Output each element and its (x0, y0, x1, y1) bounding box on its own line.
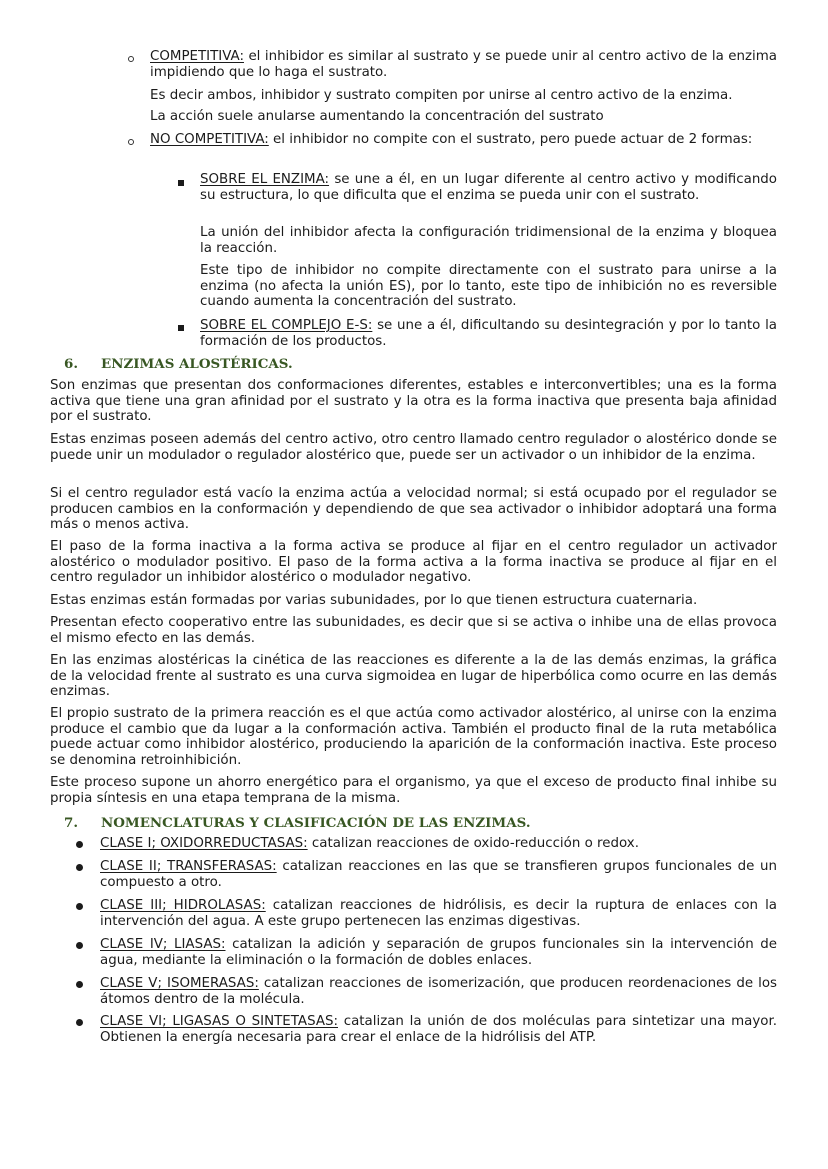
enzyme-class-text: catalizan reacciones en las que se transfieren grupos funcionales de un compuesto a otro. (100, 859, 777, 890)
enzyme-class-text: catalizan la unión de dos moléculas para sintetizar una mayor. Obtienen la energía necesaria para crear el enlace de la hidrólisis del ATP. (100, 1014, 777, 1045)
bullet-dot-icon (76, 1019, 83, 1026)
on-enzyme-para-2: La unión del inhibidor afecta la configuración tridimensional de la enzima y bloquea la reacción. (200, 225, 777, 256)
section-6-paragraph: Este proceso supone un ahorro energético para el organismo, ya que el exceso de producto final inhibe su propia síntesis en una etapa temprana de la misma. (50, 775, 777, 806)
section-6-paragraph: El propio sustrato de la primera reacción es el que actúa como activador alostérico, al unirse con la enzima produce el cambio que da lugar a la conformación activa. También el producto final de la ruta metabólica puede actuar como inhibidor alostérico, produciendo la aparición de la conformación inactiva. Este proceso se denomina retroinhibición. (50, 706, 777, 768)
on-complex-item (200, 318, 777, 349)
competitive-text: el inhibidor es similar al sustrato y se puede unir al centro activo de la enzima impidiendo que lo haga el sustrato. (150, 49, 777, 80)
enzyme-class-label: CLASE II; TRANSFERASAS: (100, 859, 277, 874)
section-6-number: 6. (64, 356, 78, 372)
competitive-label: COMPETITIVA: (150, 49, 244, 64)
enzyme-class-text: catalizan reacciones de isomerización, que producen reordenaciones de los átomos dentro de la molécula. (100, 976, 777, 1007)
enzyme-class-item (100, 1014, 777, 1045)
enzyme-class-item (100, 898, 777, 929)
section-6-paragraph: Si el centro regulador está vacío la enzima actúa a velocidad normal; si está ocupado por el regulador se producen cambios en la conformación y dependiendo de que sea activador o inhibidor adoptará una forma más o menos activa. (50, 486, 777, 533)
on-enzyme-item (200, 172, 777, 203)
on-enzyme-label: SOBRE EL ENZIMA: (200, 172, 330, 187)
section-6-paragraph: Estas enzimas poseen además del centro activo, otro centro llamado centro regulador o alostérico donde se puede unir un modulador o regulador alostérico que, puede ser un activador o un inhibidor de la enzima. (50, 432, 777, 463)
bullet-dot-icon (76, 981, 83, 988)
on-complex-text: se une a él, dificultando su desintegración y por lo tanto la formación de los productos. (200, 318, 777, 349)
section-6-paragraph: Estas enzimas están formadas por varias subunidades, por lo que tienen estructura cuaternaria. (50, 593, 698, 608)
competitive-item (150, 49, 777, 80)
section-6-title: ENZIMAS ALOSTÉRICAS. (101, 356, 293, 372)
enzyme-class-label: CLASE IV; LIASAS: (100, 937, 226, 952)
bullet-dot-icon (76, 864, 83, 871)
on-enzyme-text: se une a él, en un lugar diferente al centro activo y modificando su estructura, lo que dificulta que el enzima se pueda unir con el sustrato. (200, 172, 777, 203)
bullet-dot-icon (76, 903, 83, 910)
enzyme-class-label: CLASE III; HIDROLASAS: (100, 898, 266, 913)
section-7-title: NOMENCLATURAS Y CLASIFICACIÓN DE LAS ENZIMAS. (101, 815, 531, 831)
competitive-para-2: Es decir ambos, inhibidor y sustrato compiten por unirse al centro activo de la enzima. (150, 88, 733, 103)
bullet-dot-icon (76, 942, 83, 949)
enzyme-class-text: catalizan reacciones de hidrólisis, es decir la ruptura de enlaces con la intervención del agua. A este grupo pertenecen las enzimas digestivas. (100, 898, 777, 929)
bullet-dot-icon (76, 841, 83, 848)
on-enzyme-para-3: Este tipo de inhibidor no compite directamente con el sustrato para unirse a la enzima (no afecta la unión ES), por lo tanto, este tipo de inhibición no es reversible cuando aumenta la concentración del sustrato. (200, 263, 777, 310)
enzyme-class-item (100, 836, 777, 852)
section-6-paragraph: El paso de la forma inactiva a la forma activa se produce al fijar en el centro regulador un activador alostérico o modulador positivo. El paso de la forma activa a la forma inactiva se produce al fijar en el centro regulador un inhibidor alostérico o modulador negativo. (50, 539, 777, 586)
square-bullet-icon (178, 325, 184, 331)
noncompetitive-item (150, 132, 777, 148)
enzyme-class-item (100, 976, 777, 1007)
section-6-paragraph: En las enzimas alostéricas la cinética de las reacciones es diferente a la de las demás enzimas, la gráfica de la velocidad frente al sustrato es una curva sigmoidea en lugar de hiperbólica como ocurre en las demás enzimas. (50, 653, 777, 700)
on-complex-label: SOBRE EL COMPLEJO E-S: (200, 318, 373, 333)
circle-bullet-icon (128, 56, 134, 62)
enzyme-class-label: CLASE V; ISOMERASAS: (100, 976, 259, 991)
square-bullet-icon (178, 180, 184, 186)
noncompetitive-text: el inhibidor no compite con el sustrato, pero puede actuar de 2 formas: (268, 132, 753, 147)
section-7-number: 7. (64, 815, 78, 831)
enzyme-class-text: catalizan la adición y separación de grupos funcionales sin la intervención de agua, mediante la eliminación o la formación de dobles enlaces. (100, 937, 777, 968)
section-6-paragraph: Presentan efecto cooperativo entre las subunidades, es decir que si se activa o inhibe una de ellas provoca el mismo efecto en las demás. (50, 615, 777, 646)
enzyme-class-item (100, 937, 777, 968)
enzyme-class-label: CLASE I; OXIDORREDUCTASAS: (100, 836, 308, 851)
enzyme-class-label: CLASE VI; LIGASAS O SINTETASAS: (100, 1014, 338, 1029)
noncompetitive-label: NO COMPETITIVA: (150, 132, 269, 147)
enzyme-class-item (100, 859, 777, 890)
circle-bullet-icon (128, 139, 134, 145)
competitive-para-3: La acción suele anularse aumentando la concentración del sustrato (150, 109, 604, 124)
section-6-paragraph: Son enzimas que presentan dos conformaciones diferentes, estables e interconvertibles; una es la forma activa que tiene una gran afinidad por el sustrato y la otra es la forma inactiva que presenta baja afinidad por el sustrato. (50, 378, 777, 425)
enzyme-class-text: catalizan reacciones de oxido-reducción o redox. (307, 836, 639, 851)
